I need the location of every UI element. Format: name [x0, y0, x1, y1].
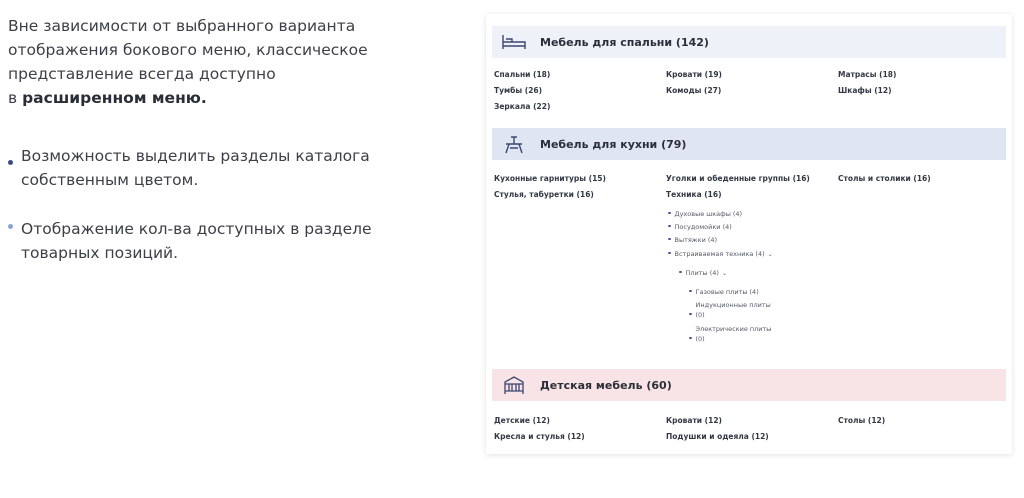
- section-header-kids[interactable]: [492, 369, 1006, 401]
- subcatalog-link[interactable]: (0): [689, 335, 705, 343]
- subcatalog-link[interactable]: Индукционные плиты: [689, 301, 771, 309]
- feature-text: собственным цветом.: [21, 171, 199, 189]
- catalog-link[interactable]: Кровати (19): [666, 70, 722, 79]
- catalog-link[interactable]: Шкафы (12): [838, 86, 892, 95]
- section-title: Детская мебель (60): [540, 378, 672, 392]
- catalog-link[interactable]: Подушки и одеяла (12): [666, 432, 769, 441]
- chevron-down-icon[interactable]: ⌄: [721, 270, 727, 277]
- subcatalog-link[interactable]: Электрические плиты: [689, 325, 771, 333]
- catalog-link[interactable]: Тумбы (26): [494, 86, 543, 95]
- feature-text: Отображение кол-ва доступных в разделе: [21, 220, 372, 238]
- catalog-menu-preview: [486, 14, 1012, 454]
- section-header-bedroom[interactable]: [492, 26, 1006, 58]
- intro-bold: расширенном меню.: [22, 89, 207, 107]
- bullet-dot-icon: [8, 224, 13, 229]
- subcatalog-link[interactable]: Плиты (4) ⌄: [679, 269, 727, 278]
- feature-text: товарных позиций.: [21, 244, 179, 262]
- catalog-link[interactable]: Зеркала (22): [494, 102, 551, 111]
- feature-list: [8, 144, 428, 265]
- intro-line: представление всегда доступно: [8, 65, 276, 83]
- kitchen-table-icon: [502, 133, 526, 155]
- catalog-link[interactable]: Столы (12): [838, 416, 886, 425]
- feature-item: [8, 217, 428, 265]
- catalog-link[interactable]: Кресла и стулья (12): [494, 432, 585, 441]
- subcatalog-link[interactable]: Посудомойки (4): [668, 223, 732, 231]
- catalog-link[interactable]: Техника (16): [666, 190, 722, 199]
- intro-prefix: в: [8, 89, 18, 107]
- feature-text: Возможность выделить разделы каталога: [21, 147, 370, 165]
- description-column: [8, 14, 428, 290]
- subcatalog-link[interactable]: Газовые плиты (4): [689, 288, 759, 296]
- chevron-down-icon[interactable]: ⌄: [767, 251, 773, 258]
- catalog-link[interactable]: Кровати (12): [666, 416, 722, 425]
- catalog-link[interactable]: Спальни (18): [494, 70, 551, 79]
- section-title: Мебель для спальни (142): [540, 35, 709, 49]
- catalog-link[interactable]: Комоды (27): [666, 86, 722, 95]
- section-header-kitchen[interactable]: [492, 128, 1006, 160]
- subcatalog-link[interactable]: Духовые шкафы (4): [668, 210, 742, 218]
- section-title: Мебель для кухни (79): [540, 137, 687, 151]
- feature-item: [8, 144, 428, 192]
- intro-text: [8, 14, 428, 110]
- intro-line: [8, 86, 428, 110]
- catalog-link[interactable]: Матрасы (18): [838, 70, 897, 79]
- subcatalog-link[interactable]: (0): [689, 311, 705, 319]
- bed-icon: [502, 31, 526, 53]
- subcatalog-link[interactable]: Встраиваемая техника (4) ⌄: [668, 250, 773, 259]
- catalog-link[interactable]: Стулья, табуретки (16): [494, 190, 594, 199]
- catalog-link[interactable]: Детские (12): [494, 416, 550, 425]
- subcatalog-link[interactable]: Вытяжки (4): [668, 236, 717, 244]
- catalog-link[interactable]: Уголки и обеденные группы (16): [666, 174, 810, 183]
- catalog-link[interactable]: Столы и столики (16): [838, 174, 931, 183]
- intro-line: Вне зависимости от выбранного варианта: [8, 17, 356, 35]
- crib-icon: [502, 374, 526, 396]
- intro-line: отображения бокового меню, классическое: [8, 41, 368, 59]
- bullet-dot-icon: [8, 160, 13, 165]
- catalog-link[interactable]: Кухонные гарнитуры (15): [494, 174, 606, 183]
